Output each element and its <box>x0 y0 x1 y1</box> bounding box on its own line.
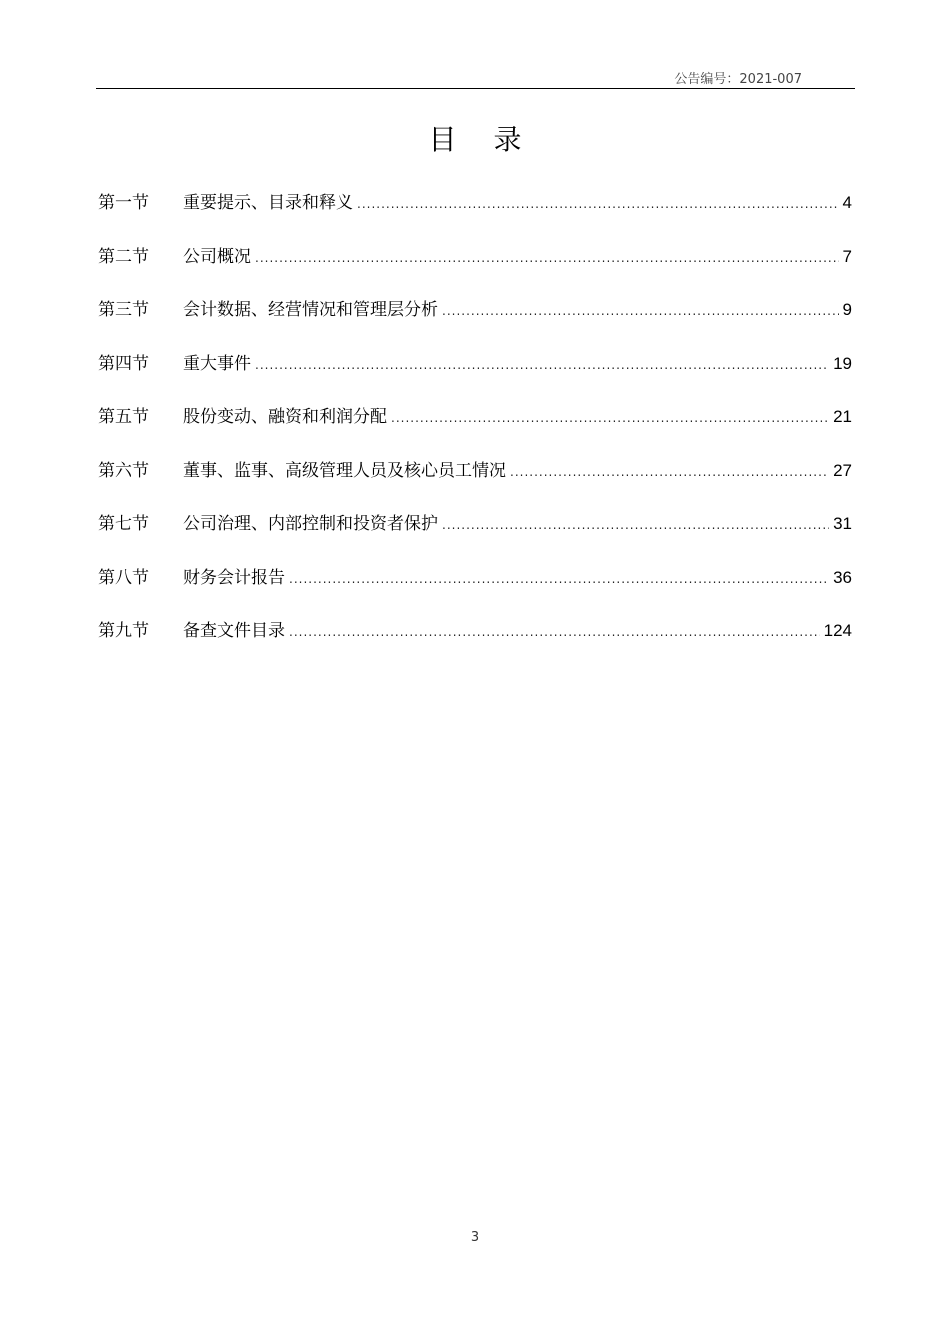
toc-section-label: 第三节 <box>98 300 149 320</box>
toc-section-name: 会计数据、经营情况和管理层分析 <box>183 300 438 320</box>
toc-section-name: 财务会计报告 <box>183 567 285 588</box>
toc-section-label: 第四节 <box>98 353 149 374</box>
toc-dot-leader <box>357 197 839 211</box>
toc-page-number: 21 <box>833 407 852 426</box>
toc-page-number: 27 <box>833 460 852 480</box>
toc-section-name: 公司治理、内部控制和投资者保护 <box>183 514 438 534</box>
toc-entry[interactable] <box>98 509 852 563</box>
toc-section-name: 备查文件目录 <box>183 621 285 641</box>
toc-dot-leader <box>510 465 829 479</box>
toc-section-label: 第八节 <box>98 567 149 588</box>
toc-list <box>98 188 852 670</box>
toc-section-name: 重大事件 <box>183 353 251 374</box>
toc-entry[interactable] <box>98 616 852 670</box>
toc-section-name: 股份变动、融资和利润分配 <box>183 407 387 427</box>
toc-entry[interactable] <box>98 295 852 349</box>
header-divider <box>96 88 855 89</box>
toc-page-number: 7 <box>842 246 852 266</box>
toc-dot-leader <box>289 625 820 639</box>
toc-entry[interactable] <box>98 242 852 296</box>
toc-section-label: 第一节 <box>98 193 149 213</box>
toc-section-label: 第九节 <box>98 621 149 641</box>
toc-entry[interactable] <box>98 456 852 510</box>
toc-dot-leader <box>255 358 829 372</box>
toc-page-number: 36 <box>833 567 852 587</box>
toc-page-number: 4 <box>842 193 852 212</box>
toc-section-label: 第六节 <box>98 460 149 481</box>
toc-page-number: 31 <box>833 514 852 533</box>
toc-title: 目 录 <box>428 123 536 156</box>
toc-section-label: 第七节 <box>98 514 149 534</box>
toc-page-number: 124 <box>823 621 852 640</box>
toc-entry[interactable] <box>98 188 852 242</box>
toc-dot-leader <box>255 251 839 265</box>
toc-section-label: 第二节 <box>98 246 149 267</box>
toc-section-label: 第五节 <box>98 407 149 427</box>
toc-page-number: 9 <box>842 300 852 319</box>
toc-section-name: 公司概况 <box>183 246 251 267</box>
page-number: 3 <box>470 1230 480 1245</box>
announcement-number: 公告编号：2021-007 <box>674 72 802 87</box>
toc-entry[interactable] <box>98 349 852 403</box>
toc-entry[interactable] <box>98 402 852 456</box>
toc-entry[interactable] <box>98 563 852 617</box>
toc-section-name: 重要提示、目录和释义 <box>183 193 353 213</box>
toc-dot-leader <box>442 304 839 318</box>
toc-dot-leader <box>442 518 829 532</box>
toc-page-number: 19 <box>833 353 852 373</box>
toc-section-name: 董事、监事、高级管理人员及核心员工情况 <box>183 460 506 481</box>
toc-dot-leader <box>289 572 829 586</box>
toc-dot-leader <box>391 411 829 425</box>
